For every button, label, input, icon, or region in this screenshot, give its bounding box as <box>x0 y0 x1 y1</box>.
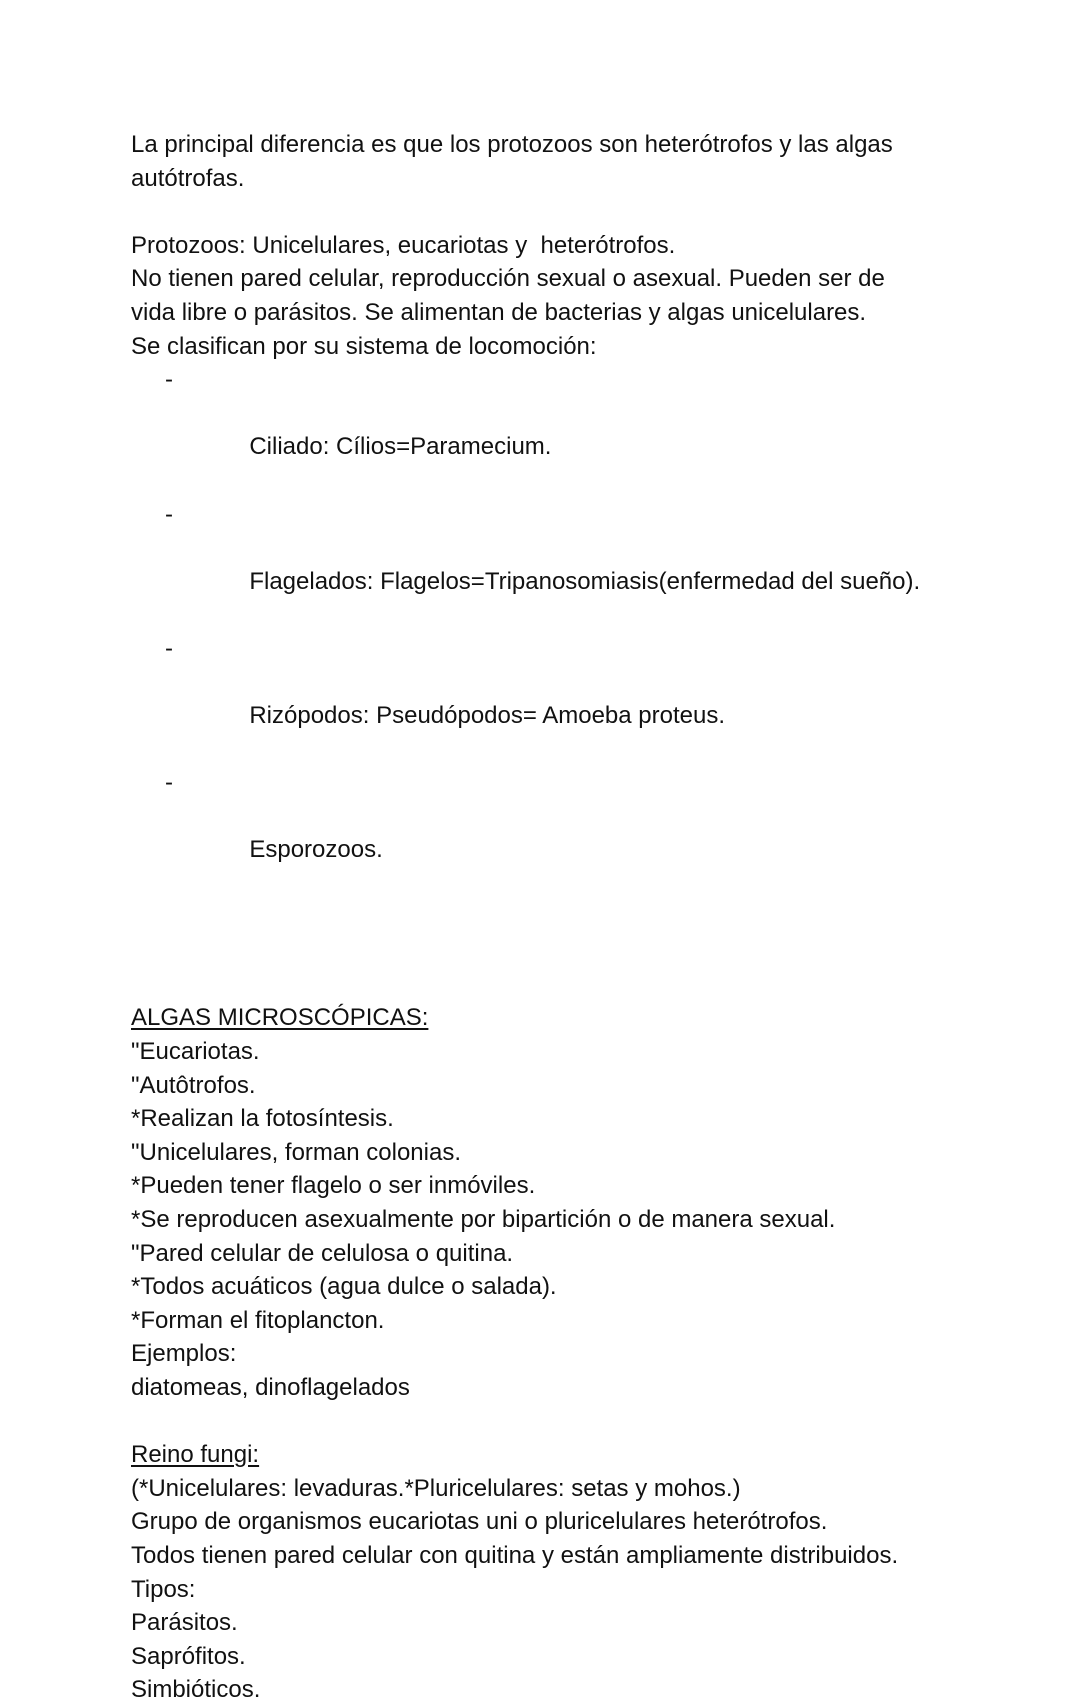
algas-heading: ALGAS MICROSCÓPICAS: <box>131 1004 429 1032</box>
algas-item: *Forman el fitoplancton. <box>131 1306 385 1334</box>
fungi-line: (*Unicelulares: levaduras.*Pluricelulares: setas y mohos.) <box>131 1474 741 1502</box>
spacer <box>131 901 971 1002</box>
dash-bullet: - <box>165 769 173 797</box>
list-item-text: Esporozoos. <box>249 836 383 864</box>
algas-item: *Pueden tener flagelo o ser inmóviles. <box>131 1172 536 1200</box>
fungi-heading: Reino fungi: <box>131 1441 260 1469</box>
algas-item: *Realizan la fotosíntesis. <box>131 1105 394 1133</box>
algas-item: "Unicelulares, forman colonias. <box>131 1138 461 1166</box>
list-item <box>131 498 971 632</box>
protozoos-line-2: vida libre o parásitos. Se alimentan de bacterias y algas unicelulares. <box>131 298 867 326</box>
fungi-type: Simbióticos. <box>131 1676 261 1704</box>
algas-section <box>131 1001 971 1404</box>
intro-paragraph <box>131 128 971 195</box>
list-item <box>131 363 971 497</box>
list-item <box>131 632 971 766</box>
fungi-line: Todos tienen pared celular con quitina y están ampliamente distribuidos. <box>131 1541 899 1569</box>
locomotion-list <box>131 363 971 901</box>
fungi-section <box>131 1438 971 1707</box>
list-item-text: Ciliado: Cílios=Paramecium. <box>249 433 552 461</box>
algas-item: "Autôtrofos. <box>131 1071 256 1099</box>
spacer <box>131 1405 971 1439</box>
list-item <box>131 766 971 900</box>
dash-bullet: - <box>165 634 173 662</box>
protozoos-section <box>131 229 971 901</box>
fungi-line: Tipos: <box>131 1575 196 1603</box>
algas-item: *Todos acuáticos (agua dulce o salada). <box>131 1273 557 1301</box>
protozoos-line-3: Se clasifican por su sistema de locomoción: <box>131 332 597 360</box>
intro-line-1: La principal diferencia es que los protozoos son heterótrofos y las algas <box>131 131 893 158</box>
list-item-text: Rizópodos: Pseudópodos= Amoeba proteus. <box>249 702 726 730</box>
spacer <box>131 195 971 229</box>
protozoos-line-1: No tienen pared celular, reproducción sexual o asexual. Pueden ser de <box>131 265 885 293</box>
document-page <box>131 128 971 1707</box>
dash-bullet: - <box>165 366 173 394</box>
algas-item: "Eucariotas. <box>131 1038 260 1066</box>
algas-item: "Pared celular de celulosa o quitina. <box>131 1239 514 1267</box>
protozoos-heading: Protozoos: Unicelulares, eucariotas y heterótrofos. <box>131 231 676 259</box>
fungi-type: Parásitos. <box>131 1609 238 1637</box>
algas-examples: diatomeas, dinoflagelados <box>131 1373 410 1401</box>
dash-bullet: - <box>165 500 173 528</box>
fungi-type: Saprófitos. <box>131 1642 246 1670</box>
fungi-line: Grupo de organismos eucariotas uni o pluricelulares heterótrofos. <box>131 1508 828 1536</box>
list-item-text: Flagelados: Flagelos=Tripanosomiasis(enfermedad del sueño). <box>249 567 921 595</box>
algas-examples-label: Ejemplos: <box>131 1340 237 1368</box>
intro-line-2: autótrofas. <box>131 164 245 192</box>
algas-item: *Se reproducen asexualmente por bipartición o de manera sexual. <box>131 1206 836 1234</box>
